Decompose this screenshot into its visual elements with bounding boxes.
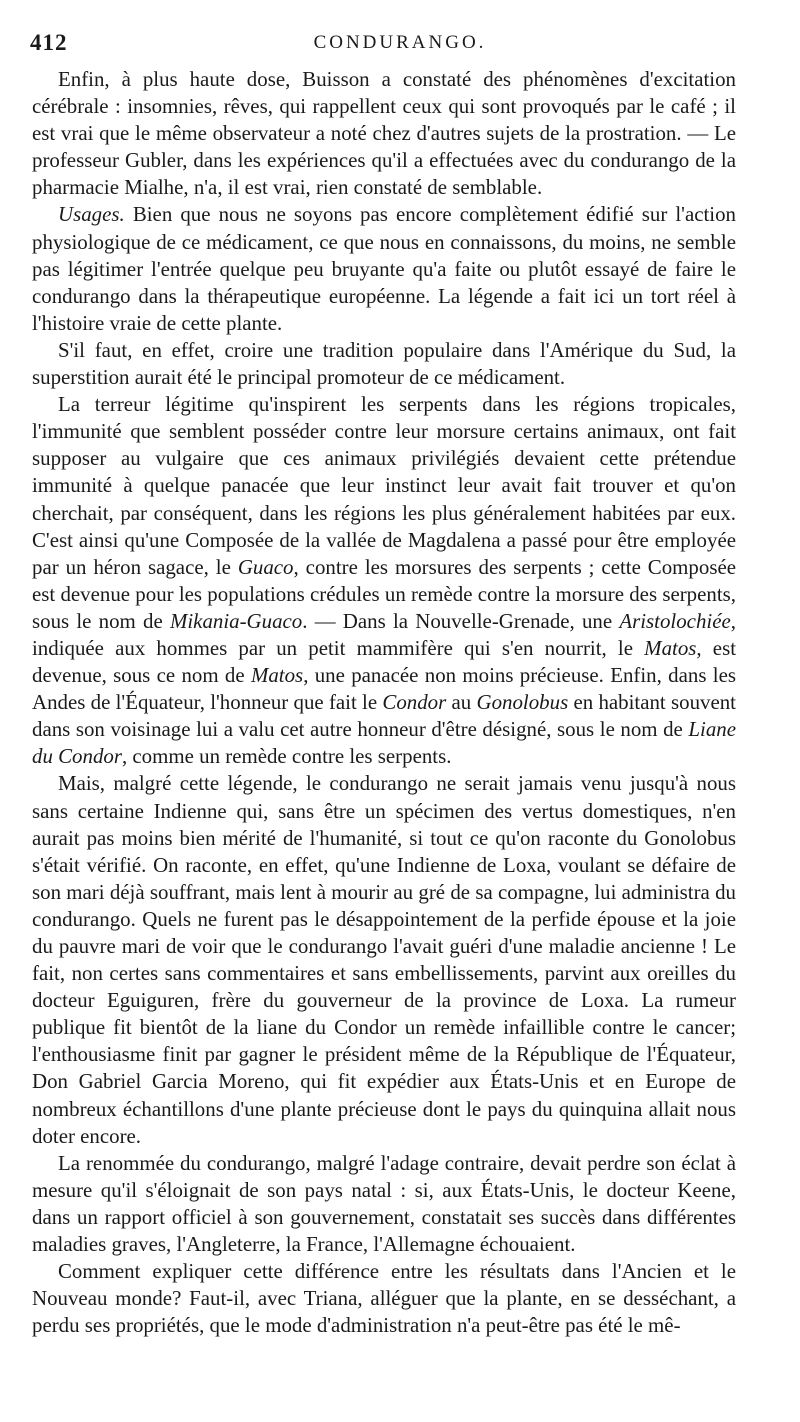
section-label-usages: Usages. (58, 202, 125, 227)
plant-name-mikania-guaco: Mikania-Guaco (169, 608, 303, 633)
animal-name-condor: Condor (382, 690, 447, 715)
text-segment: , contre les morsures des serpents ; cette Composée est devenue pour les populations crédules un remède contre la morsure des serpents, sous le nom de (32, 554, 736, 633)
paragraph-tradition: S'il faut, en effet, croire une tradition populaire dans l'Amérique du Sud, la superstition aurait été le principal promoteur de ce médicament. (32, 337, 736, 390)
text-segment: , est devenue, sous ce nom de (32, 635, 737, 688)
plant-name-guaco: Guaco (237, 554, 294, 579)
text-segment: au (446, 690, 477, 715)
plant-name-gonolobus: Gonolobus (476, 690, 569, 715)
text-segment: . — Dans la Nouvelle-Grenade, une (302, 608, 620, 633)
plant-name-matos: Matos (250, 663, 304, 688)
text-segment: en habitant souvent dans son voisinage lui a valu cet autre honneur d'être désigné, sous le nom de (32, 690, 736, 742)
body-text (32, 66, 736, 1339)
paragraph-usages (32, 201, 736, 336)
plant-name-liane-du-condor: Liane du Condor (32, 717, 736, 769)
paragraph-serpents (32, 391, 736, 770)
paragraph-legende-indienne: Mais, malgré cette légende, le condurango ne serait jamais venu jusqu'à nous sans certaine Indienne qui, sans être un spécimen des vertus domestiques, n'en aurait pas moins bien mérité de l'humanité, si tout ce qu'on raconte du Gonolobus s'était vérifié. On raconte, en effet, qu'une Indienne de Loxa, voulant se défaire de son mari déjà souffrant, mais lent à mourir au gré de sa compagne, lui administra du condurango. Quels ne furent pas le désappointement de la perfide épouse et la joie du pauvre mari de voir que le condurango l'avait guéri d'une maladie ancienne ! Le fait, non certes sans commentaires et sans embellissements, parvint aux oreilles du docteur Eguiguren, frère du gouverneur de la province de Loxa. La rumeur publique fit bientôt de la liane du Condor un remède infaillible contre le cancer; l'enthousiasme finit par gagner le président même de la République de l'Équateur, Don Gabriel Garcia Moreno, qui fit expédier aux États-Unis et en Europe de nombreux échantillons d'une plante précieuse dont le pays du quinquina allait nous doter encore. (32, 771, 736, 1148)
running-head: CONDURANGO. (313, 32, 487, 53)
text-segment: La terreur légitime qu'inspirent les serpents dans les régions tropicales, l'immunité que semblent posséder contre leur morsure certains animaux, ont fait supposer au vulgaire que ces animaux privilégiés devaient cette prétendue immunité à quelque panacée que leur instinct leur avait fait trouver et qu'on cherchait, par conséquent, dans les régions les plus généralement habitées par eux. C'est ainsi qu'une Composée de la vallée de Magdalena a passé pour être employée par un héron sagace, le (32, 392, 736, 579)
text-segment: , une panacée non moins précieuse. Enfin, dans les Andes de l'Équateur, l'honneur que fait le (32, 663, 736, 715)
page-header (30, 30, 770, 56)
text-segment: , indiquée aux hommes par un petit mammifère qui s'en nourrit, le (32, 608, 736, 660)
paragraph-excitation: Enfin, à plus haute dose, Buisson a constaté des phénomènes d'excitation cérébrale : insomnies, rêves, qui rappellent ceux qui sont provoqués par le café ; il est vrai que le même observateur a noté chez d'autres sujets de la prostration. — Le professeur Gubler, dans les expériences qu'il a effectuées avec du condurango de la pharmacie Mialhe, n'a, il est vrai, rien constaté de semblable. (32, 67, 736, 200)
page-number: 412 (30, 30, 68, 55)
text-segment: , comme un remède contre les serpents. (121, 744, 452, 769)
paragraph-renommee: La renommée du condurango, malgré l'adage contraire, devait perdre son éclat à mesure qu'il s'éloignait de son pays natal : si, aux États-Unis, le docteur Keene, dans un rapport officiel à son gouvernement, constatait ses succès dans différentes maladies graves, l'Angleterre, la France, l'Allemagne échouaient. (32, 1150, 736, 1257)
paragraph-usages-text: Bien que nous ne soyons pas encore complètement édifié sur l'action physiologique de ce médicament, ce que nous en connaissons, du moins, ne semble pas légitimer l'entrée quelque peu bruyante qu'a faite ou plutôt essayé de faire le condurango dans la thérapeutique européenne. La légende a fait ici un tort réel à l'histoire vraie de cette plante. (32, 202, 736, 335)
plant-name-aristolochiee: Aristolochiée (619, 608, 731, 633)
animal-name-matos: Matos (644, 635, 697, 660)
paragraph-comment-expliquer: Comment expliquer cette différence entre les résultats dans l'Ancien et le Nouveau monde? Faut-il, avec Triana, alléguer que la plante, en se desséchant, a perdu ses propriétés, que le mode d'administration n'a peut-être pas été le mê- (32, 1259, 736, 1338)
